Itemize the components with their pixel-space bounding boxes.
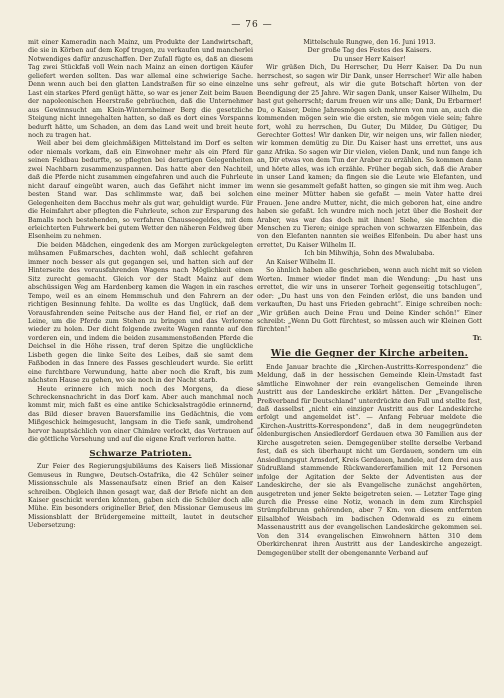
letter-salutation: Du unser Herr Kaiser! [333, 54, 406, 63]
paragraph: Heute erinnere ich mich noch des Morgens, da diese Schreckensnachricht in das Dorf kam. Aber auch manchmal noch kommt mir, mich faßt es eine antike Schicksalstragödie erinnernd, das Bild dieser braven Bauersfamilie ins Gedächtnis, die vom Mißgeschick heimgesucht, langsam in die Tiefe sank, umdrohend hervor hauptsächlich von einer Chimäre verlockt, das Vertrauen auf die göttliche Vorsehung und auf die eigene Kraft verloren hatte. [28, 384, 253, 444]
article-heading: Wie die Gegner der Kirche arbeiten. [270, 348, 469, 360]
left-column [28, 38, 253, 530]
paragraph: So ähnlich haben alle geschrieben, wenn auch nicht mit so vielen Worten. Immer wieder findet man die Wendung: „Du hast uns errettet, die wir uns in unserer Torheit gegenseitig totschlugen“, oder: „Du hast uns von den Feinden erlöst, die uns banden und verkauften, Du hast uns Frieden gebracht“. Einige schreiben noch: „Wir grüßen auch Deine Frau und Deine Kinder schön!“ Einer schreibt: „Wenn Du Gott fürchtest, so müssen auch wir Kleinen Gott fürchten!“ [257, 266, 482, 334]
letter-dateline: Mittelschule Rungwe, den 16. Juni 1913. [303, 38, 436, 46]
letter-signoff: Ich bin Mihwihja, Sohn des Mwalubaba. [304, 249, 435, 258]
paragraph: mit einer Kameradin nach Mainz, um Produkte der Landwirtschaft, die sie in Körben auf dem Kopf trugen, zu verkaufen und mancherlei Notwendiges dafür anzuschaffen. Der Zufall fügte es, daß an diesem Tag zwei Stückfaß voll Wein nach Mainz an einen dortigen Käufer geliefert werden sollten. Das war allemal eine schwierige Sache. Denn wenn auch bei den glatten Landstraßen für so eine einzelne Last ein starkes Pferd genügt hätte, so war es jener Zeit beim Bauen der napoleonischen Heerstraße gebräuchen, daß die Unternehmer aus Gewinnsucht am Klein-Winternheimer Berg die gesetzliche Steigung nicht innegehalten hatten, so daß es dort eines Vorspanns bedurft hätte, um Schaden, an dem das Land weit und breit heute noch zu tragen hat. [28, 38, 253, 139]
paragraph: Wir grüßen Dich, Du Herrscher, Du Herr Kaiser. Da Du nun herrschest, so sagen wir Dir Dank, unser Herrscher! Wir alle haben uns sehr gefreut, als wir die gute Botschaft hörten von der Beendigung der 25 Jahre. Wir sagen Dank, unser Kaiser Wilhelm, Du hast gut geherrscht; darum freuen wir uns alle; Dank, Du Erbarmer! Du, o Kaiser, Deine Jahresmögen sich mehren von nun an, auch die kommenden mögen sein wie die ersten, sie mögen viele sein; fahre fort, wohl zu herrschen, Du Guter, Du Milder, Du Gütiger, Du Gerechter Gottes! Wir danken Dir, wir neigen uns, wir fallen nieder, wir kommen demütig zu Dir. Du Kaiser hast uns errettet, uns aus ganz Afrika. So sagen wir Dir vielen, vielen Dank, und nun fange ich an, Dir etwas von dem Tun der Araber zu erzählen. So kommen dann und hörte alles, was ich erzähle. Früher begab sich, daß die Araber in unser Land kamen; da fingen sie die Leute wie Elefanten, und wenn sie gesammelt gefaßt hatten, so gingen sie mit ihm weg. Auch eine meiner Mütter haben sie gefaßt — mein Vater hatte drei Frauen. Jene andre Mutter, nicht, die mich geboren hat, eine andre haben sie gefaßt. Ich wundre mich noch jetzt über die Bosheit der Araber, was war das doch mit ihnen! Siehe, sie machten die Menschen zu Tieren; einige sprachen von schwarzen Elfenbein, das von den Elefanten nannten sie weißes Elfenbein. Du aber hast uns errettet, Du Kaiser Wilhelm II. [257, 63, 482, 249]
author-initials: Tr. [472, 333, 482, 342]
paragraph: Zur Feier des Regierungsjubiläums des Kaisers ließ Missionar Gemuseus in Rungwe, Deutsch-Ostafrika, die 42 Schüler seiner Missionsschule als Massenaufsatz einen Brief an den Kaiser schreiben. Obgleich ihnen gesagt war, daß der Briefe nicht an den Kaiser geschickt werden könnten, gaben sich die Schüler doch alle Mühe. Ein besonders origineller Brief, den Missionar Gemuseus im Missionsblatt der Brüdergemeine mitteilt, lautet in deutscher Uebersetzung: [28, 462, 253, 530]
article-heading: Schwarze Patrioten. [89, 448, 192, 459]
letter-addressee: An Kaiser Wilhelm II. [266, 257, 336, 266]
paragraph: Die beiden Mädchen, eingedenk des am Morgen zurückgelegten mühsamen Fußmarsches, dachten wohl, daß schlecht gefahren immer noch besser als gut gegangen sei, und hatten sich auf der Hinterseite des vorausfahrenden Wagens nach Möglichkeit einen Sitz zurecht gemacht. Gleich vor der Stadt Mainz auf dem abschüssigen Weg am Hardenberg kamen die Wagen in ein rasches Tempo, weil es an einem Hemmschuh und den Fahrern an der richtigen Besinnung fehlte. Da wollte es das Unglück, daß dem Vorausfahrenden seine Peitsche aus der Hand fiel, er rief an der Leine, um die Pferde zum Stehen zu bringen und das Verlorene wieder zu holen. Der dicht folgende zweite Wagen rannte auf den vorderen ein, und indem die beiden zusammenstoßenden Pferde die Deichsel in die Höhe rissen, traf deren Spitze die unglückliche Lisbeth gegen die linke Seite des Leibes, daß sie samt dem Faßboden in das Innere des Fasses geschleudert wurde. Sie erlitt eine furchtbare Verwundung, hatte aber noch die Kraft, bis zum nächsten Hause zu gehen, wo sie noch in der Nacht starb. [28, 240, 253, 385]
page-number: — 76 — [231, 20, 273, 30]
right-column [257, 38, 482, 557]
paragraph: Ende Januar brachte die „Kirchen-Austritts-Korrespondenz“ die Meldung, daß in der hessischen Gemeinde Klein-Umstadt fast sämtliche Einwohner der rein evangelischen Gemeinde ihren Austritt aus der Landeskirche erklärt hätten. Der „Evangelische Preßverband für Deutschland“ unterdrückte den Fall und stellte fest, daß dasselbst „nicht ein einziger Austritt aus der Landeskirche erfolgt und angemeldet ist“. — Anfang Februar meldete die „Kirchen-Austritts-Korrespondenz“, daß in dem neugegründeten oldenburgischen Ansiedlerdorf Gerdauen etwa 30 Familien aus der Kirche ausgetreten seien. Demgegenüber stellte derselbe Verband fest, daß es sich überhaupt nicht um Gerdauen, sondern um ein Ansiedlungsgut Arnsdorf, Kreis Gerdauen, handele, auf dem drei aus Südrußland stammende Rückwandererfamilien mit 12 Personen infolge der Agitation der Sekte der Adventisten aus der Landeskirche, der sie als Evangelische zunächst angehörten, ausgetreten und jener Sekte beigetreten seien. — Letzter Tage ging durch die Presse eine Notiz, wonach in dem zum Kirchspiel Strümpfelbrunn gehörenden, aber 7 Km. von diesem entfernten Eilsalbhof Weisbach im badischen Odenwald es zu einem Massenaustritt aus der evangelischen Landeskirche gekommen sei. Von den 314 evangelischen Einwohnern hätten 310 dem Oberkirchenrat ihren Austritt aus der Landeskirche angezeigt. Demgegenüber stellt der obengenannte Verband auf [257, 362, 482, 557]
letter-occasion: Der große Tag des Festes des Kaisers. [307, 46, 432, 55]
paragraph: Weil aber bei dem gleichmäßigen Mittelstand im Dorf es selten oder niemals vorkam, daß ein Einwohner mehr als ein Pferd für seinen Feldbau bedurfte, so pflegten bei derartigen Gelegenheiten zwei Nachbarn zusammenzuspannen. Das hatte aber den Nachteil, daß die Pferde nicht zusammen eingefahren und auch die Fuhrleute nicht darauf eingeübt waren, auch das Gefährt nicht immer im besten Stand war. Das schlimmste war, daß bei solchen Gelegenheiten dem Bacchus mehr als gut war, gehuldigt wurde. Für die Heimfahrt aber pflegten die Fuhrleute, schon zur Ersparung des Bamalls noch bestehenden, so verfahren Chausseegeldes, mit dem erleichterten Fuhrwerk bei gutem Wetter den näheren Feldweg über Elsenheim zu nehmen. [28, 139, 253, 241]
